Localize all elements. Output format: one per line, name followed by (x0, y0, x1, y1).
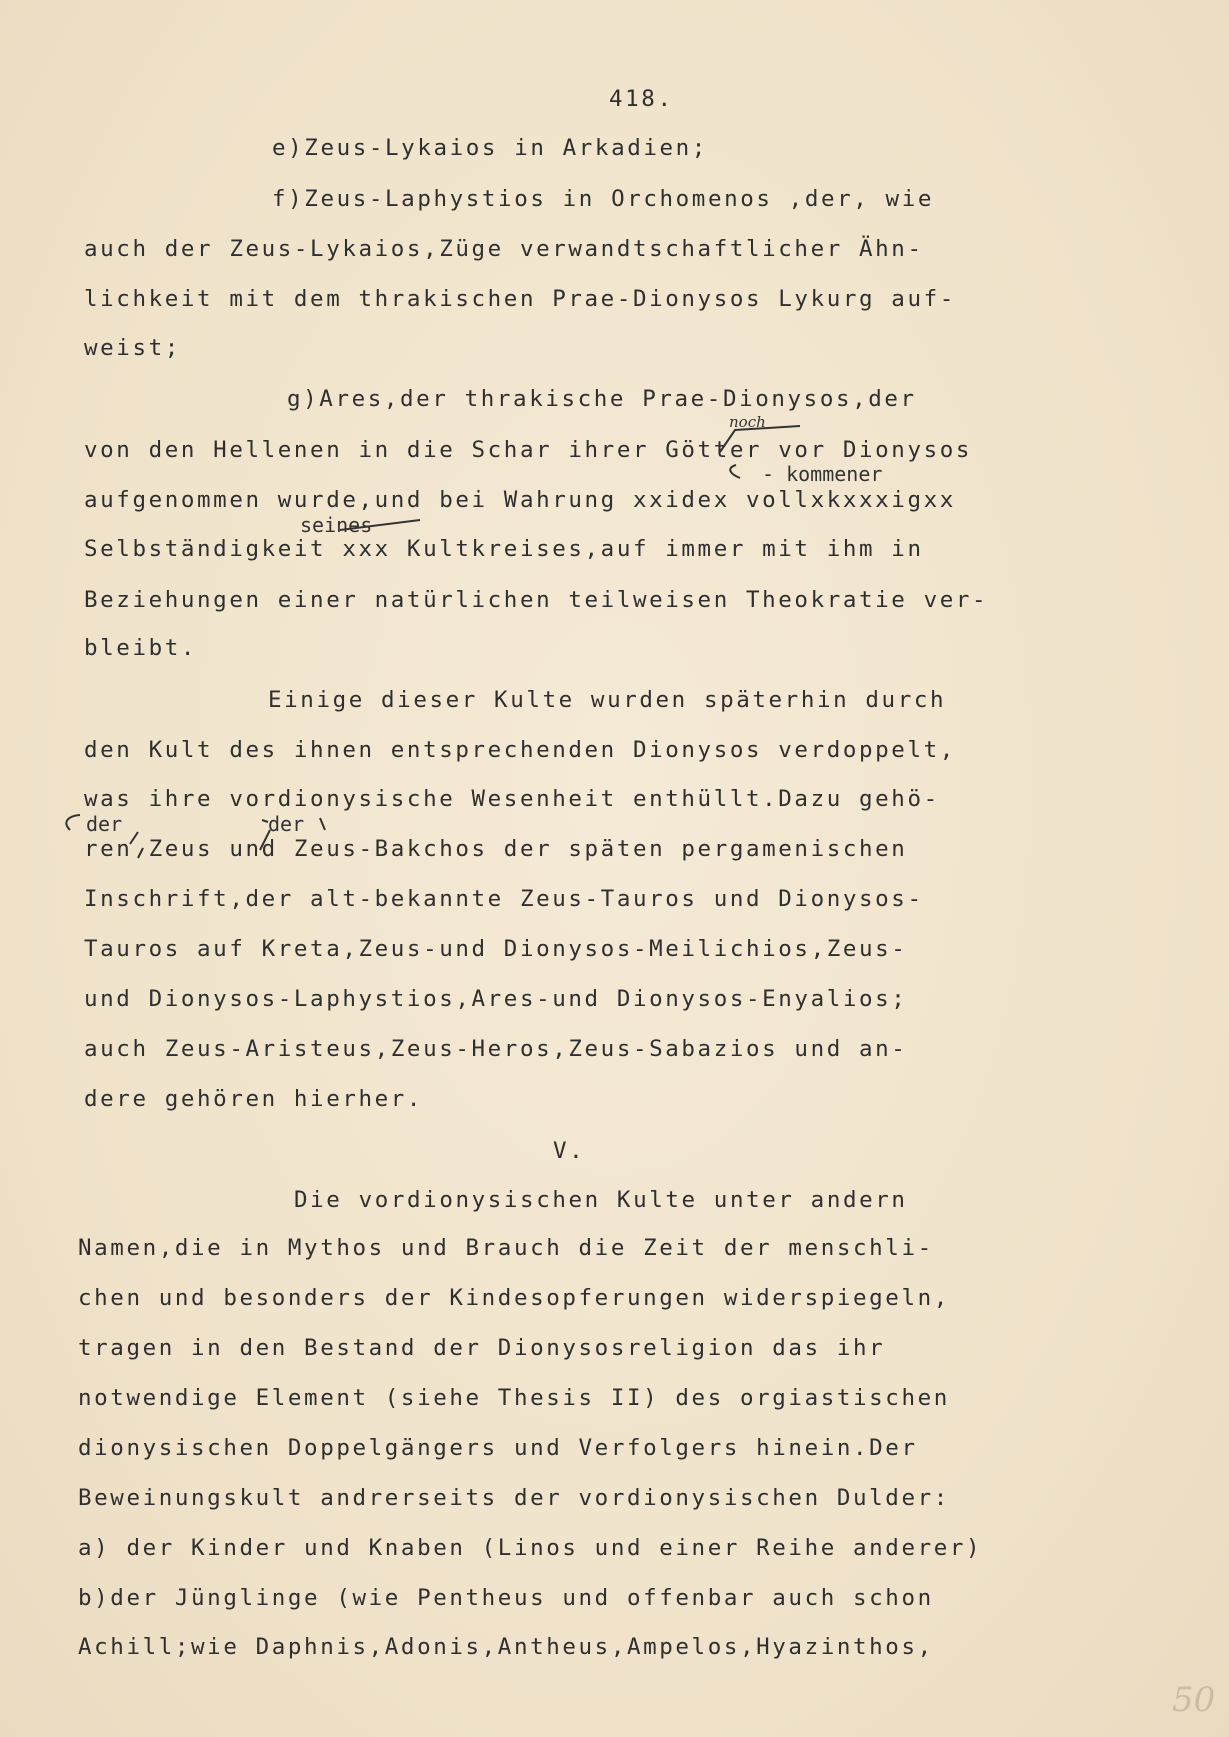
text-line: aufgenommen wurde,und bei Wahrung xxidex vollxkxxxigxx (84, 487, 956, 513)
handwritten-insert-noch: noch (729, 413, 766, 431)
text-line: Tauros auf Kreta,Zeus-und Dionysos-Meilichios,Zeus- (84, 936, 908, 962)
handwritten-insert-seines: seines (300, 513, 373, 537)
text-line: notwendige Element (siehe Thesis II) des orgiastischen (78, 1385, 950, 1411)
text-line: ren Zeus und Zeus-Bakchos der späten pergamenischen (84, 836, 908, 862)
text-line: was ihre vordionysische Wesenheit enthüllt.Dazu gehö- (84, 786, 940, 812)
text-line: bleibt. (84, 635, 198, 661)
page-number: 418. (609, 86, 674, 112)
text-line: Inschrift,der alt-bekannte Zeus-Tauros und Dionysos- (84, 886, 924, 912)
text-line: auch Zeus-Aristeus,Zeus-Heros,Zeus-Sabazios und an- (84, 1036, 908, 1062)
text-line: b)der Jünglinge (wie Pentheus und offenbar auch schon (78, 1585, 934, 1611)
text-line: von den Hellenen in die Schar ihrer Götter vor Dionysos (84, 437, 973, 463)
handwritten-insert-der: der (86, 812, 123, 836)
insertion-stroke (730, 465, 740, 478)
text-line: dere gehören hierher. (84, 1086, 424, 1112)
text-line: den Kult des ihnen entsprechenden Dionysos verdoppelt, (84, 737, 956, 763)
text-line: tragen in den Bestand der Dionysosreligion das ihr (78, 1335, 886, 1361)
text-line: Beweinungskult andrerseits der vordionysischen Dulder: (78, 1485, 950, 1511)
text-line: f)Zeus-Laphystios in Orchomenos ,der, wie (272, 186, 934, 212)
text-line: e)Zeus-Lykaios in Arkadien; (272, 135, 708, 161)
text-line: Die vordionysischen Kulte unter andern (294, 1187, 908, 1213)
text-line: chen und besonders der Kindesopferungen widerspiegeln, (78, 1285, 950, 1311)
text-line: Namen,die in Mythos und Brauch die Zeit der menschli- (78, 1235, 934, 1261)
text-line: Achill;wie Daphnis,Adonis,Antheus,Ampelos,Hyazinthos, (78, 1634, 934, 1660)
handwritten-insert-kommener: - kommener (762, 462, 883, 486)
text-line: lichkeit mit dem thrakischen Prae-Dionysos Lykurg auf- (84, 286, 956, 312)
text-line: dionysischen Doppelgängers und Verfolgers hinein.Der (78, 1435, 918, 1461)
text-line: Selbständigkeit xxx Kultkreises,auf immer mit ihm in (84, 536, 924, 562)
text-line: Beziehungen einer natürlichen teilweisen Theokratie ver- (84, 587, 989, 613)
handwritten-insert-der: der (268, 812, 305, 836)
text-line: und Dionysos-Laphystios,Ares-und Dionysos-Enyalios; (84, 986, 908, 1012)
corner-mark: 50 (1172, 1680, 1216, 1720)
text-line: auch der Zeus-Lykaios,Züge verwandtschaftlicher Ähn- (84, 236, 924, 262)
text-line: g)Ares,der thrakische Prae-Dionysos,der (287, 386, 917, 412)
section-heading: V. (553, 1138, 586, 1164)
text-line: a) der Kinder und Knaben (Linos und einer Reihe anderer) (78, 1535, 983, 1561)
text-line: Einige dieser Kulte wurden späterhin durch (268, 687, 947, 713)
text-line: weist; (84, 335, 181, 361)
